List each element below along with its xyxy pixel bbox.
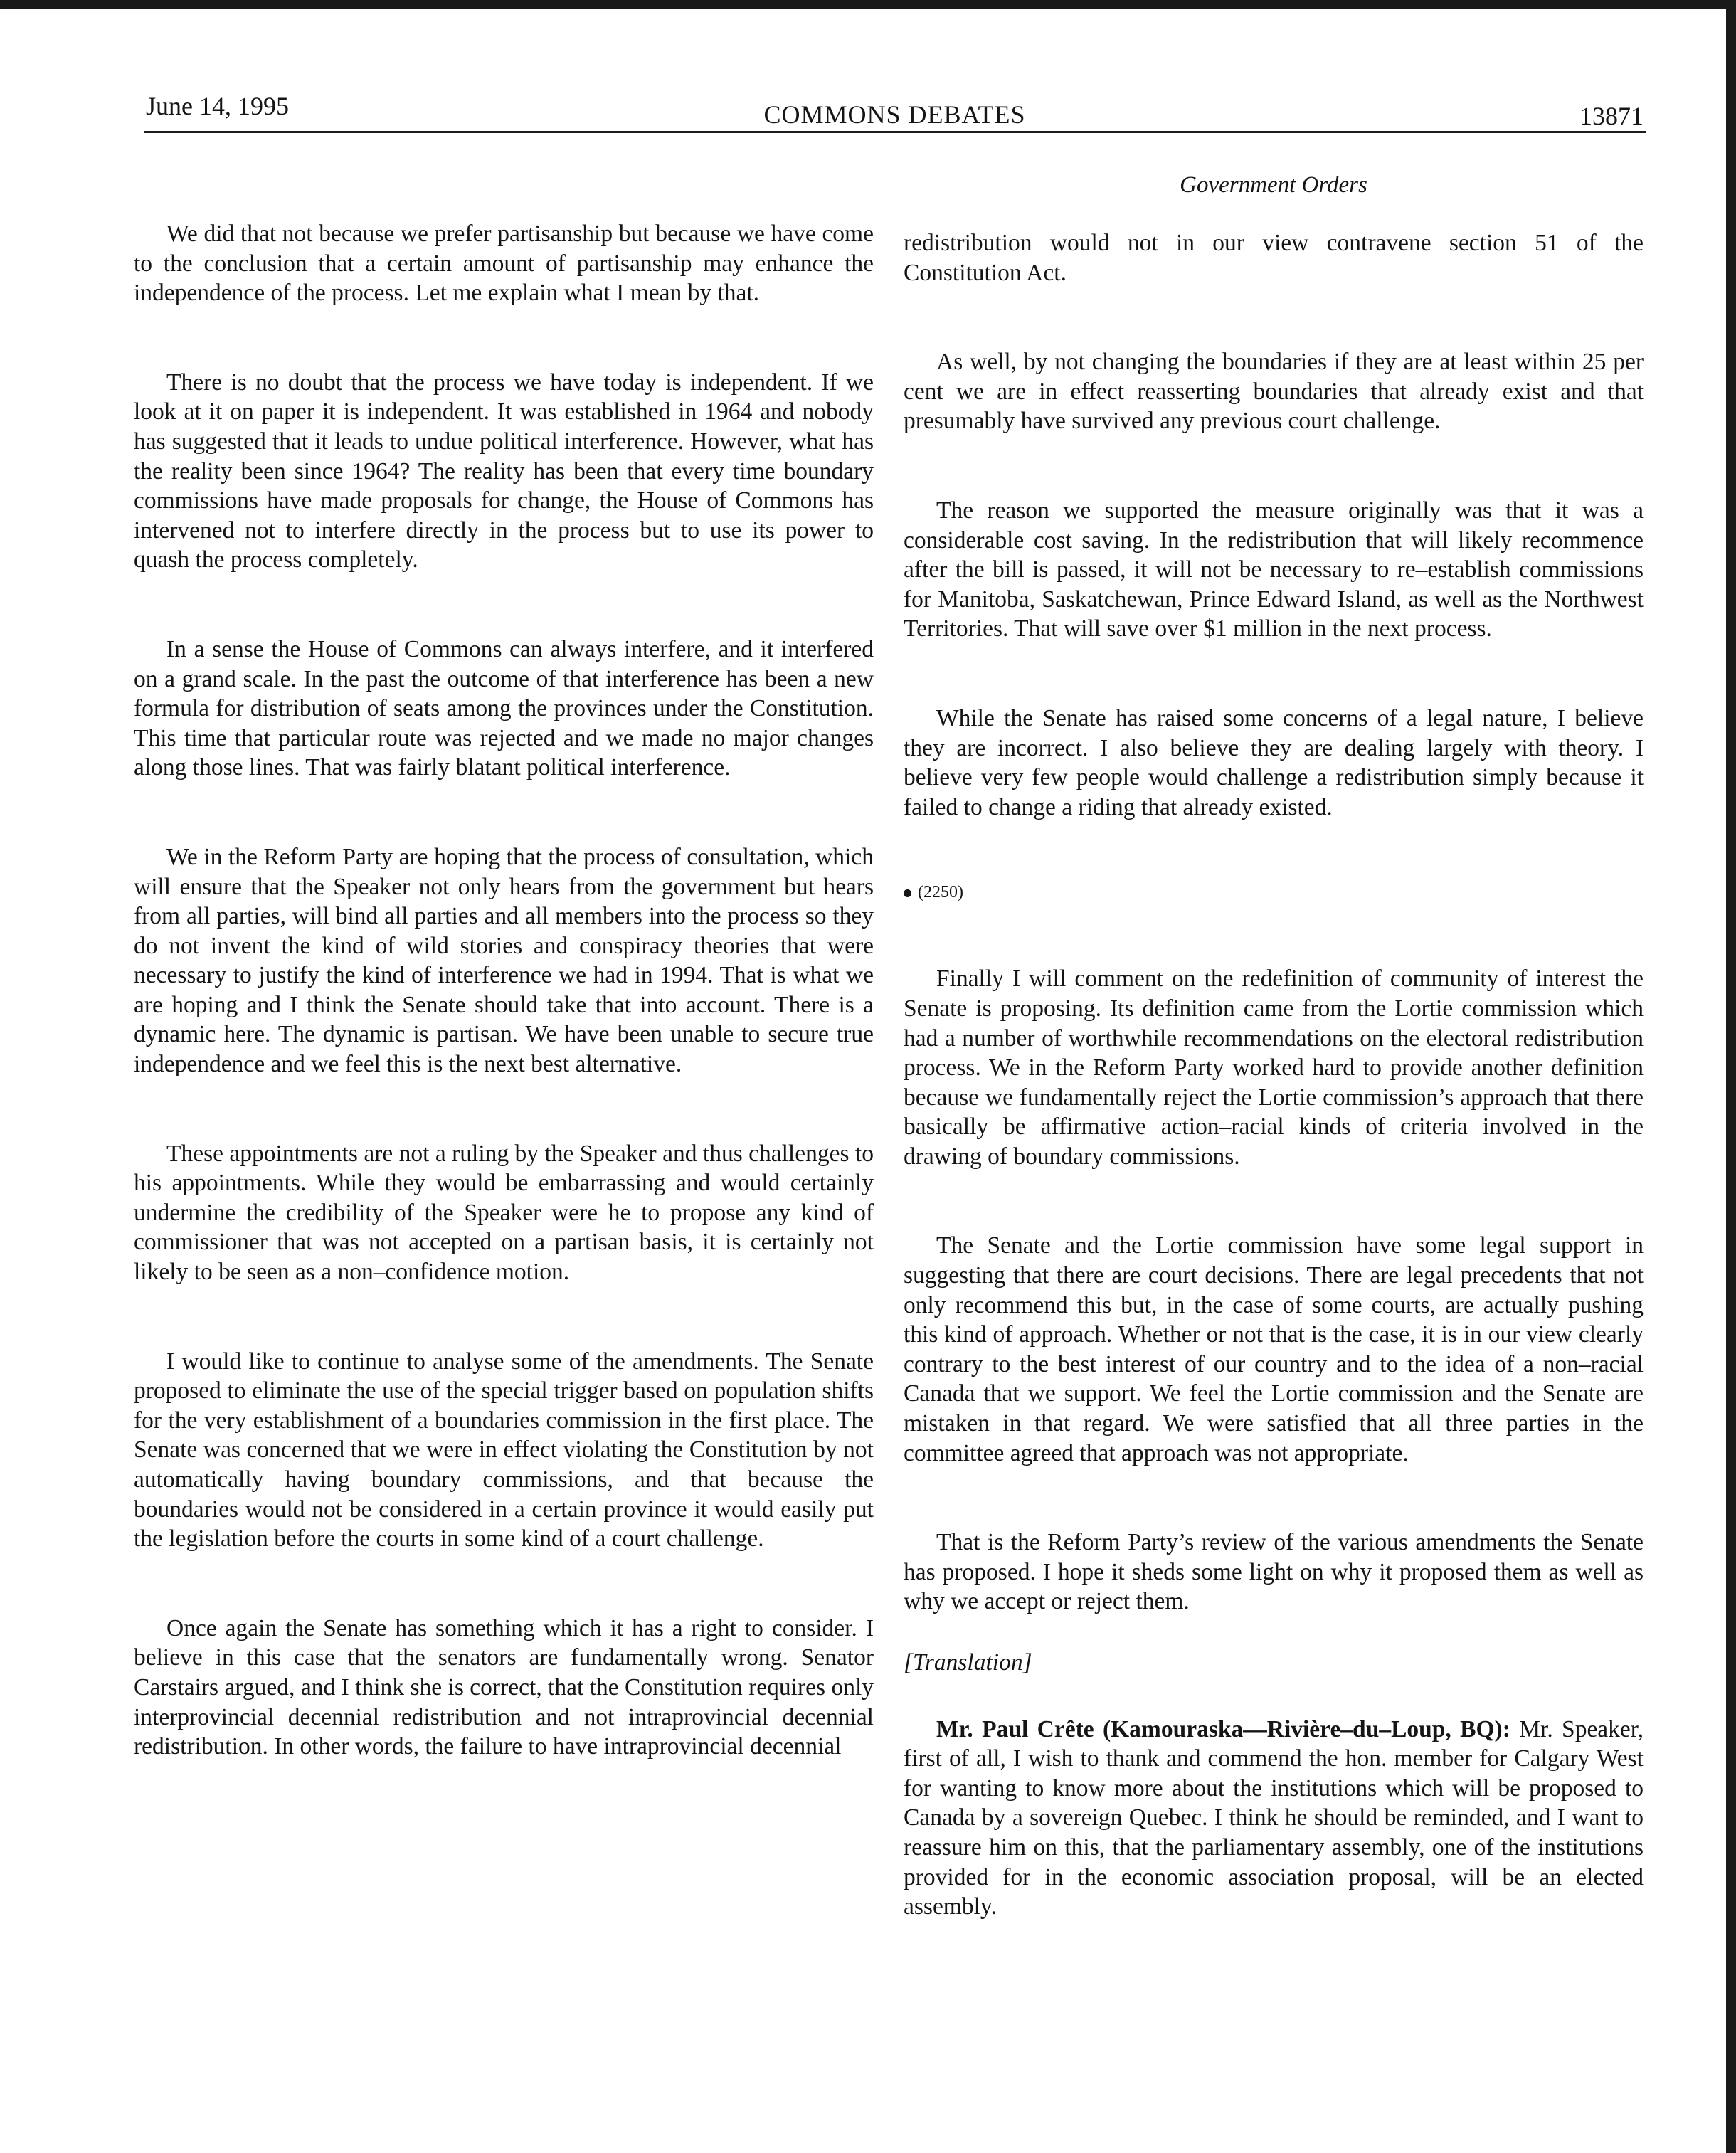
time-marker-label: (2250) xyxy=(918,883,963,902)
left-paragraph-6: I would like to continue to analyse some of the amendments. The Senate proposed to eliminate the use of the special trigger based on population shifts for the very establishment of a boundaries commission in the first place. The Senate was concerned that we were in effect violating the Constitution by not automatically having boundary commissions, and that because the boundaries would not be considered in a certain province it would easily put the legislation before the courts in some kind of a court challenge. xyxy=(134,1348,874,1552)
left-paragraph-3: In a sense the House of Commons can always interfere, and it interfered on a grand scale. In the past the outcome of that interference has been a new formula for distribution of seats among the provinces under the Constitution. This time that particular route was rejected and we made no major changes along those lines. That was fairly blatant political interference. xyxy=(134,635,874,781)
left-paragraph-5: These appointments are not a ruling by the Speaker and thus challenges to his appointments. While they would be embarrassing and would certainly undermine the credibility of the Speaker were he to propose any kind of commissioner that was not accepted on a partisan basis, it is certainly not likely to be seen as a non–confidence motion. xyxy=(134,1140,874,1286)
header-rule xyxy=(144,131,1646,133)
running-head xyxy=(146,85,1644,131)
left-paragraph-2: There is no doubt that the process we have today is independent. If we look at it on paper it is independent. It was established in 1964 and nobody has suggested that it leads to undue political interference. However, what has the reality been since 1964? The reality has been that every time boundary commissions have made proposals for change, the House of Commons has intervened not to interfere directly in the process but to use its power to quash the process completely. xyxy=(134,369,874,573)
scan-edge-top xyxy=(0,0,1736,9)
speaker-text: Mr. Speaker, first of all, I wish to thank and commend the hon. member for Calgary West for wanting to know more about the institutions which will be proposed to Canada by a sovereign Quebec. I think he should be reminded, and I want to reassure him on this, that the parliamentary assembly, one of the institutions provided for in the economic association proposal, will be an elected assembly. xyxy=(904,1715,1644,1920)
left-column xyxy=(134,219,874,1821)
scan-edge-right xyxy=(1726,0,1736,2153)
speaker-name: Mr. Paul Crête (Kamouraska—Rivière–du–Loup, BQ): xyxy=(936,1715,1510,1742)
left-paragraph-1: We did that not because we prefer partisanship but because we have come to the conclusion that a certain amount of partisanship may enhance the independence of the process. Let me explain what I mean by that. xyxy=(134,221,874,307)
header-date: June 14, 1995 xyxy=(146,92,289,120)
right-continuation: redistribution would not in our view contravene section 51 of the Constitution Act. xyxy=(904,230,1644,286)
left-paragraph-7: Once again the Senate has something which it has a right to consider. I believe in this case that the senators are fundamentally wrong. Senator Carstairs argued, and I think she is correct, that the Constitution requires only interprovincial decennial redistribution and not intraprovincial decennial redistribution. In other words, the failure to have intraprovincial decennial xyxy=(134,1614,874,1760)
header-publication-title: COMMONS DEBATES xyxy=(763,100,1026,129)
right-paragraph-5: The Senate and the Lortie commission have some legal support in suggesting that there are court decisions. There are legal precedents that not only recommend this but, in the case of some courts, are actually pushing this kind of approach. Whether or not that is the case, it is in our view clearly contrary to the best interest of our country and to the idea of a non–racial Canada that we support. We feel the Lortie commission and the Senate are mistaken in that regard. We were satisfied that all three parties in the committee agreed that approach was not appropriate. xyxy=(904,1232,1644,1466)
translation-note: [Translation] xyxy=(904,1649,1032,1676)
time-marker xyxy=(904,882,1644,903)
right-column xyxy=(904,228,1644,1982)
right-paragraph-2: The reason we supported the measure originally was that it was a considerable cost saving. In the redistribution that will likely recommence after the bill is passed, it will not be necessary to re–establish commissions for Manitoba, Saskatchewan, Prince Edward Island, as well as the Northwest Territories. That will save over $1 million in the next process. xyxy=(904,497,1644,642)
right-paragraph-3: While the Senate has raised some concerns of a legal nature, I believe they are incorrect. I also believe they are dealing largely with theory. I believe very few people would challenge a redistribution simply because it failed to change a riding that already existed. xyxy=(904,704,1644,820)
right-paragraph-6: That is the Reform Party’s review of the various amendments the Senate has proposed. I hope it sheds some light on why it proposed them as well as why we accept or reject them. xyxy=(904,1529,1644,1615)
right-paragraph-1: As well, by not changing the boundaries if they are at least within 25 per cent we are in effect reasserting boundaries that already exist and that presumably have survived any previous court challenge. xyxy=(904,349,1644,435)
section-title: Government Orders xyxy=(1180,172,1367,198)
bullet-dot-icon xyxy=(904,889,911,897)
speaker-paragraph xyxy=(904,1715,1644,1922)
right-paragraph-4: Finally I will comment on the redefinition of community of interest the Senate is proposing. Its definition came from the Lortie commission which had a number of worthwhile recommendations on the electoral redistribution process. We in the Reform Party worked hard to provide another definition because we fundamentally reject the Lortie commission’s approach that there basically be affirmative action–racial kinds of criteria involved in the drawing of boundary commissions. xyxy=(904,966,1644,1170)
left-paragraph-4: We in the Reform Party are hoping that the process of consultation, which will ensure that the Speaker not only hears from the government but hears from all parties, will bind all parties and all members into the process so they do not invent the kind of wild stories and conspiracy theories that were necessary to justify the kind of interference we had in 1994. That is what we are hoping and I think the Senate should take that into account. There is a dynamic here. The dynamic is partisan. We have been unable to secure true independence and we feel this is the next best alternative. xyxy=(134,843,874,1078)
header-page-number: 13871 xyxy=(1579,102,1644,130)
